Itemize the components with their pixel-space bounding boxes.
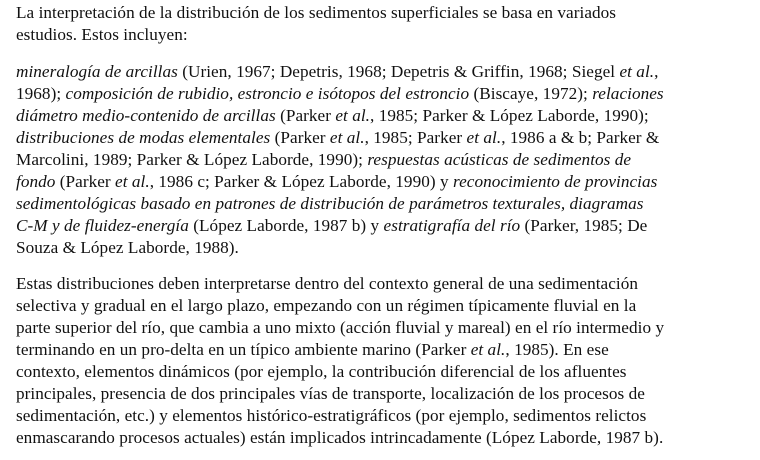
p3-line-6: principales, presencia de dos principales vías de transporte, localización de los procesos de bbox=[16, 384, 645, 403]
p3-line-7: sedimentación, etc.) y elementos histórico-estratigráficos (por ejemplo, sedimentos relictos bbox=[16, 406, 647, 425]
p3-line-8: enmascarando procesos actuales) están implicados intrincadamente (López Laborde, 1987 b). bbox=[16, 428, 664, 447]
p3-line-3: parte superior del río, que cambia a uno mixto (acción fluvial y mareal) en el río intermedio y bbox=[16, 318, 665, 337]
p2-line-4: distribuciones de modas elementales (Parker et al., 1985; Parker et al., 1986 a & b; Parker & bbox=[16, 128, 660, 147]
p1-line-2: estudios. Estos incluyen: bbox=[16, 25, 188, 44]
p2-line-2: 1968); composición de rubidio, estroncio e isótopos del estroncio (Biscaye, 1972); relaciones bbox=[16, 84, 664, 103]
p3-line-1: Estas distribuciones deben interpretarse dentro del contexto general de una sedimentación bbox=[16, 274, 639, 293]
p2-line-9: Souza & López Laborde, 1988). bbox=[16, 238, 239, 257]
p3-line-4: terminando en un pro-delta en un típico ambiente marino (Parker et al., 1985). En ese bbox=[16, 340, 609, 359]
p1-line-1: La interpretación de la distribución de los sedimentos superficiales se basa en variados bbox=[16, 3, 617, 22]
p2-line-6: fondo (Parker et al., 1986 c; Parker & López Laborde, 1990) y reconocimiento de provincias bbox=[16, 172, 658, 191]
p2-line-1: mineralogía de arcillas (Urien, 1967; Depetris, 1968; Depetris & Griffin, 1968; Siegel et al., bbox=[16, 62, 659, 81]
p3-line-5: contexto, elementos dinámicos (por ejemplo, la contribución diferencial de los afluentes bbox=[16, 362, 627, 381]
p2-line-8: C-M y de fluidez-energía (López Laborde, 1987 b) y estratigrafía del río (Parker, 1985; De bbox=[16, 216, 648, 235]
p2-line-7: sedimentológicas basado en patrones de distribución de parámetros texturales, diagramas bbox=[16, 194, 644, 213]
p2-line-5: Marcolini, 1989; Parker & López Laborde, 1990); respuestas acústicas de sedimentos de bbox=[16, 150, 632, 169]
p2-line-3: diámetro medio-contenido de arcillas (Parker et al., 1985; Parker & López Laborde, 1990); bbox=[16, 106, 649, 125]
p3-line-2: selectiva y gradual en el largo plazo, empezando con un régimen típicamente fluvial en la bbox=[16, 296, 637, 315]
